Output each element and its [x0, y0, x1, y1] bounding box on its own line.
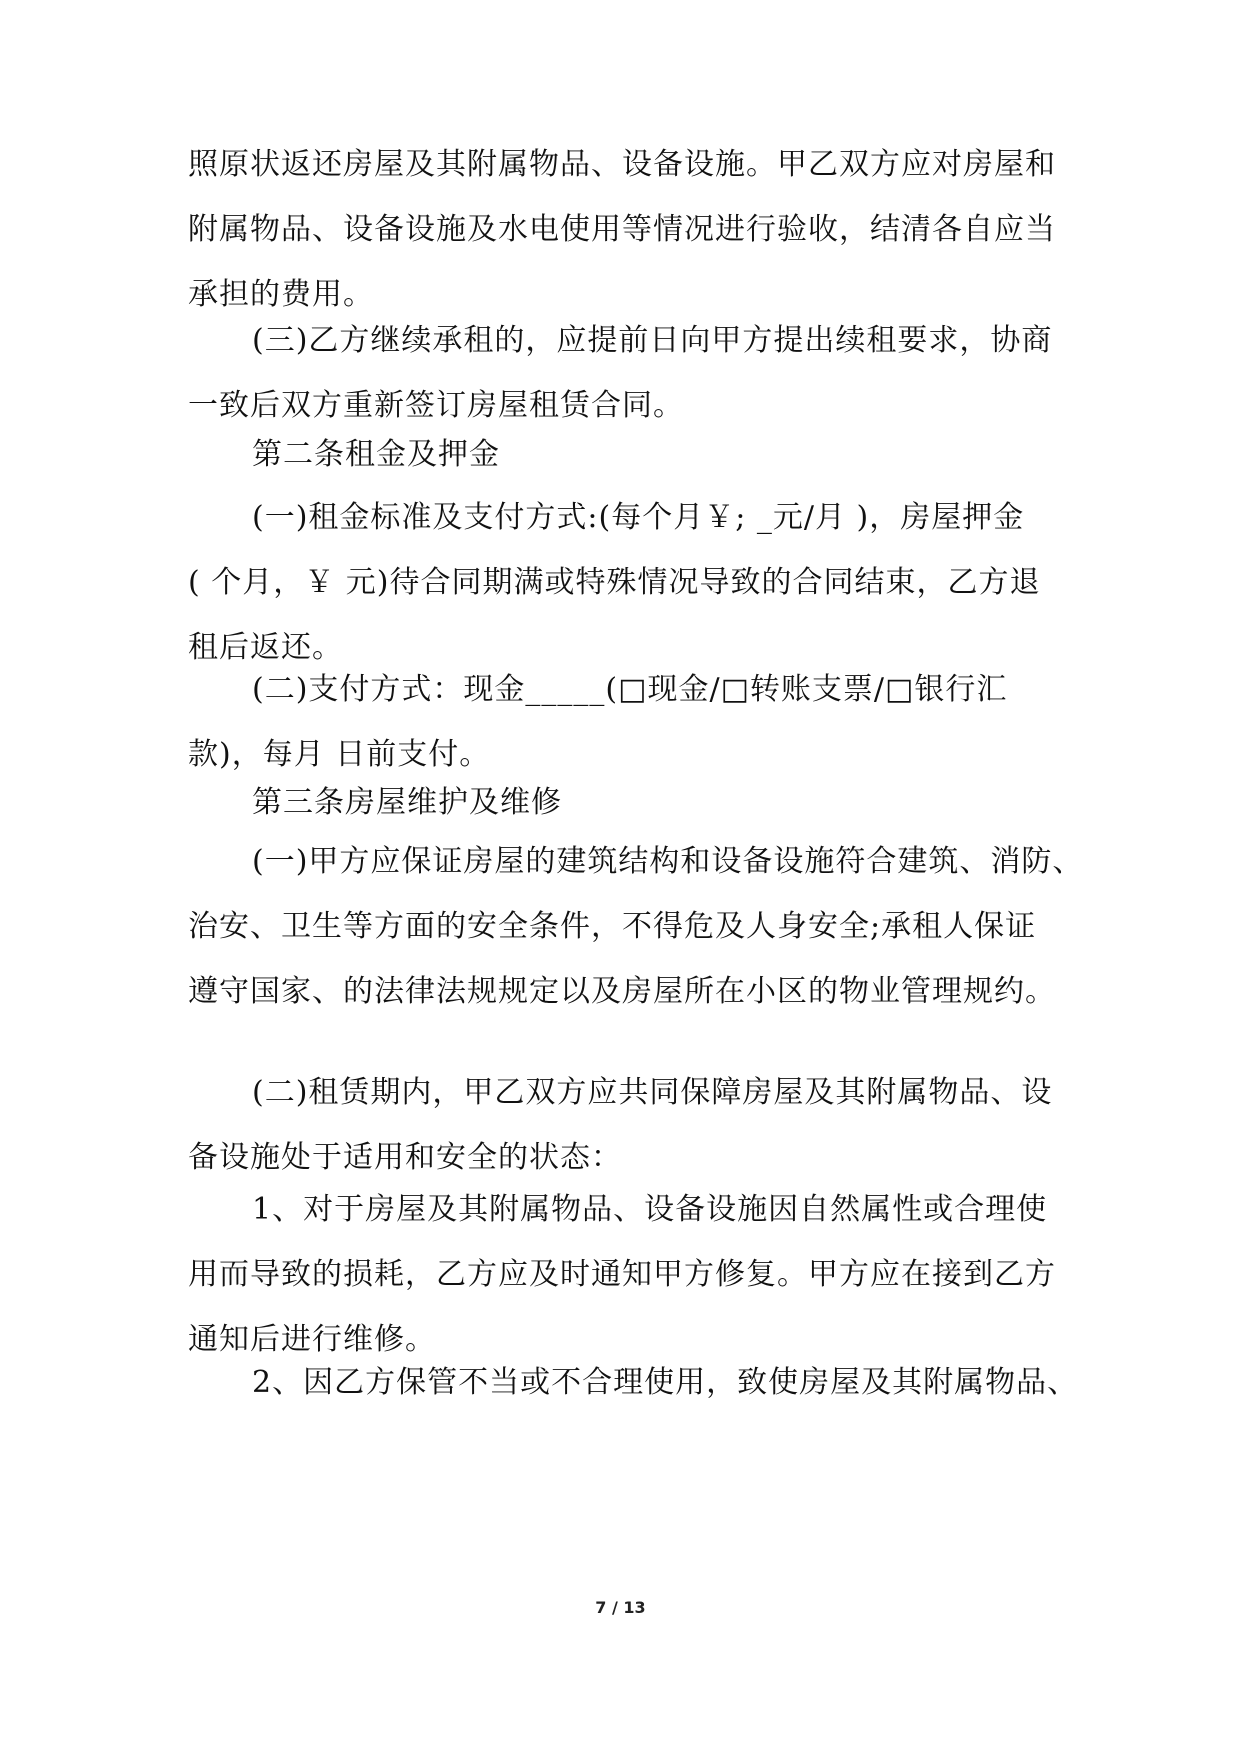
- text-line: 承担的费用。: [188, 277, 374, 312]
- text-line: 通知后进行维修。: [188, 1322, 436, 1357]
- text-line: 一致后双方重新签订房屋租赁合同。: [188, 388, 684, 423]
- text-line: (三)乙方继续承租的，应提前日向甲方提出续租要求，协商: [252, 323, 1053, 358]
- text-line: 遵守国家、的法律法规规定以及房屋所在小区的物业管理规约。: [188, 974, 1056, 1009]
- text-line: 治安、卫生等方面的安全条件，不得危及人身安全;承租人保证: [188, 909, 1037, 944]
- paragraph-joint-maintenance: [188, 1060, 1068, 1190]
- text-line: 照原状返还房屋及其附属物品、设备设施。甲乙双方应对房屋和: [188, 147, 1056, 182]
- text-line: ( 个月，￥ 元)待合同期满或特殊情况导致的合同结束，乙方退: [188, 565, 1041, 600]
- paragraph-item-1: [188, 1177, 1068, 1372]
- paragraph-payment-method: [188, 657, 1068, 787]
- section-heading: 第二条租金及押金: [252, 437, 500, 472]
- section-heading-maintenance: [188, 770, 1068, 835]
- page-number: 7 / 13: [595, 1598, 646, 1617]
- paragraph-item-2: [188, 1350, 1079, 1415]
- text-line: 款)，每月 日前支付。: [188, 737, 491, 772]
- text-line: 2、因乙方保管不当或不合理使用，致使房屋及其附属物品、: [252, 1365, 1079, 1400]
- section-heading: 第三条房屋维护及维修: [252, 785, 562, 820]
- text-line: 附属物品、设备设施及水电使用等情况进行验收，结清各自应当: [188, 212, 1056, 247]
- text-line: (一)甲方应保证房屋的建筑结构和设备设施符合建筑、消防、: [252, 844, 1084, 879]
- text-line: (一)租金标准及支付方式:(每个月￥; _元/月 )，房屋押金: [252, 500, 1025, 535]
- text-line: 租后返还。: [188, 630, 343, 665]
- paragraph-return-house: [188, 132, 1068, 327]
- paragraph-rent-standard: [188, 485, 1068, 680]
- text-line: 用而导致的损耗，乙方应及时通知甲方修复。甲方应在接到乙方: [188, 1257, 1056, 1292]
- paragraph-landlord-guarantee: [188, 829, 1084, 1024]
- text-line: (二)租赁期内，甲乙双方应共同保障房屋及其附属物品、设: [252, 1075, 1053, 1110]
- text-line: (二)支付方式：现金_____(□现金/□转账支票/□银行汇: [252, 672, 1008, 707]
- text-line: 1、对于房屋及其附属物品、设备设施因自然属性或合理使: [252, 1192, 1048, 1227]
- paragraph-renewal: [188, 308, 1068, 438]
- section-heading-rent-deposit: [188, 422, 1068, 487]
- text-line: 备设施处于适用和安全的状态：: [188, 1140, 622, 1175]
